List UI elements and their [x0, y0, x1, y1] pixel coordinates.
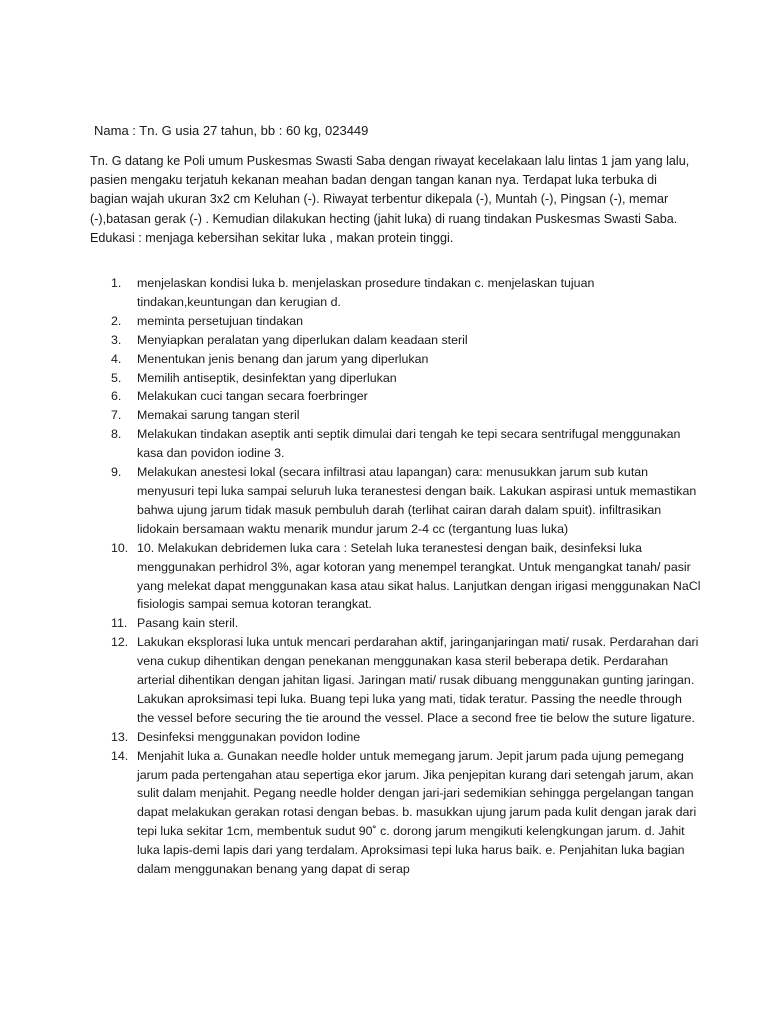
step-number: 14.: [111, 748, 129, 763]
step-text: Menentukan jenis benang dan jarum yang diperlukan: [137, 351, 429, 366]
step-text: meminta persetujuan tindakan: [137, 313, 303, 328]
step-text: Desinfeksi menggunakan povidon Iodine: [137, 729, 361, 744]
step-number: 12.: [111, 635, 129, 650]
step-number: 3.: [111, 332, 122, 347]
procedure-step: [90, 728, 702, 747]
procedure-step: [90, 633, 702, 728]
step-number: 5.: [111, 370, 122, 385]
procedure-step: [90, 406, 702, 425]
step-number: 7.: [111, 408, 122, 423]
procedure-step: [90, 387, 702, 406]
step-number: 6.: [111, 389, 122, 404]
step-text: Memilih antiseptik, desinfektan yang diperlukan: [137, 370, 397, 385]
step-number: 10.: [111, 540, 129, 555]
step-number: 13.: [111, 729, 129, 744]
procedure-step: [90, 350, 702, 369]
step-text: Memakai sarung tangan steril: [137, 408, 300, 423]
procedure-step: [90, 747, 702, 879]
step-text: Melakukan anestesi lokal (secara infiltrasi atau lapangan) cara: menusukkan jarum sub kutan menyusuri tepi luka sampai seluruh luka teranestesi dengan baik. Lakukan aspirasi untuk memastikan bahwa ujung jarum tidak masuk pembuluh darah (terlihat cairan darah dalam spuit). infiltrasikan lidokain bersamaan waktu menarik mundur jarum 2-4 cc (tergantung luas luka): [137, 465, 697, 536]
step-text: 10. Melakukan debridemen luka cara : Setelah luka teranestesi dengan baik, desinfeksi luka menggunakan perhidrol 3%, agar kotoran yang menempel terangkat. Untuk mengangkat tanah/ pasir yang melekat dapat menggunakan kasa atau sikat halus. Lanjutkan dengan irigasi menggunakan NaCl fisiologis sampai semua kotoran terangkat.: [137, 540, 701, 612]
step-text: Menjahit luka a. Gunakan needle holder untuk memegang jarum. Jepit jarum pada ujung pemegang jarum pada pertengahan atau sepertiga ekor jarum. Jika penjepitan kurang dari setengah jarum, akan sulit dalam menjahit. Pegang needle holder dengan jari-jari sedemikian sehingga pergelangan tangan dapat melakukan gerakan rotasi dengan bebas. b. masukkan ujung jarum pada kulit dengan jarak dari tepi luka sekitar 1cm, membentuk sudut 90˚ c. dorong jarum mengikuti kelengkungan jarum. d. Jahit luka lapis-demi lapis dari yang terdalam. Aproksimasi tepi luka harus baik. e. Penjahitan luka bagian dalam menggunakan benang yang dapat di serap: [137, 748, 697, 877]
procedure-steps-list: [90, 274, 702, 879]
step-text: Menyiapkan peralatan yang diperlukan dalam keadaan steril: [137, 332, 468, 347]
step-number: 11.: [111, 616, 128, 631]
step-text: Melakukan cuci tangan secara foerbringer: [137, 389, 368, 404]
step-number: 2.: [111, 313, 122, 328]
step-text: menjelaskan kondisi luka b. menjelaskan prosedure tindakan c. menjelaskan tujuan tindakan,keuntungan dan kerugian d.: [137, 276, 595, 309]
procedure-step: [90, 274, 702, 312]
procedure-step: [90, 614, 702, 633]
step-text: Lakukan eksplorasi luka untuk mencari perdarahan aktif, jaringanjaringan mati/ rusak. Perdarahan dari vena cukup dihentikan dengan penekanan menggunakan kasa steril beberapa detik. Perdarahan arterial dihentikan dengan jahitan ligasi. Jaringan mati/ rusak dibuang menggunakan gunting jaringan. Lakukan aproksimasi tepi luka. Buang tepi luka yang mati, tidak teratur. Passing the needle through the vessel before securing the tie around the vessel. Place a second free tie below the suture ligature.: [137, 635, 699, 725]
procedure-step: [90, 539, 702, 615]
step-text: Melakukan tindakan aseptik anti septik dimulai dari tengah ke tepi secara sentrifugal menggunakan kasa dan povidon iodine 3.: [137, 427, 681, 461]
step-number: 1.: [111, 276, 122, 290]
procedure-step: [90, 369, 702, 388]
step-text: Pasang kain steril.: [137, 616, 239, 631]
procedure-step: [90, 312, 702, 331]
patient-identity-line: Nama : Tn. G usia 27 tahun, bb : 60 kg, 023449: [94, 123, 369, 138]
procedure-step: [90, 425, 702, 463]
step-number: 9.: [111, 465, 122, 480]
step-number: 4.: [111, 351, 122, 366]
procedure-step: [90, 463, 702, 539]
step-number: 8.: [111, 427, 122, 442]
procedure-step: [90, 331, 702, 350]
case-description-text: Tn. G datang ke Poli umum Puskesmas Swasti Saba dengan riwayat kecelakaan lalu lintas 1 jam yang lalu, pasien mengaku terjatuh kekanan meahan badan dengan tangan kanan nya. Terdapat luka terbuka di bagian wajah ukuran 3x2 cm Keluhan (-). Riwayat terbentur dikepala (-), Muntah (-), Pingsan (-), memar (-),batasan gerak (-) . Kemudian dilakukan hecting (jahit luka) di ruang tindakan Puskesmas Swasti Saba. Edukasi : menjaga kebersihan sekitar luka , makan protein tinggi.: [90, 154, 690, 245]
case-description: [90, 152, 690, 248]
